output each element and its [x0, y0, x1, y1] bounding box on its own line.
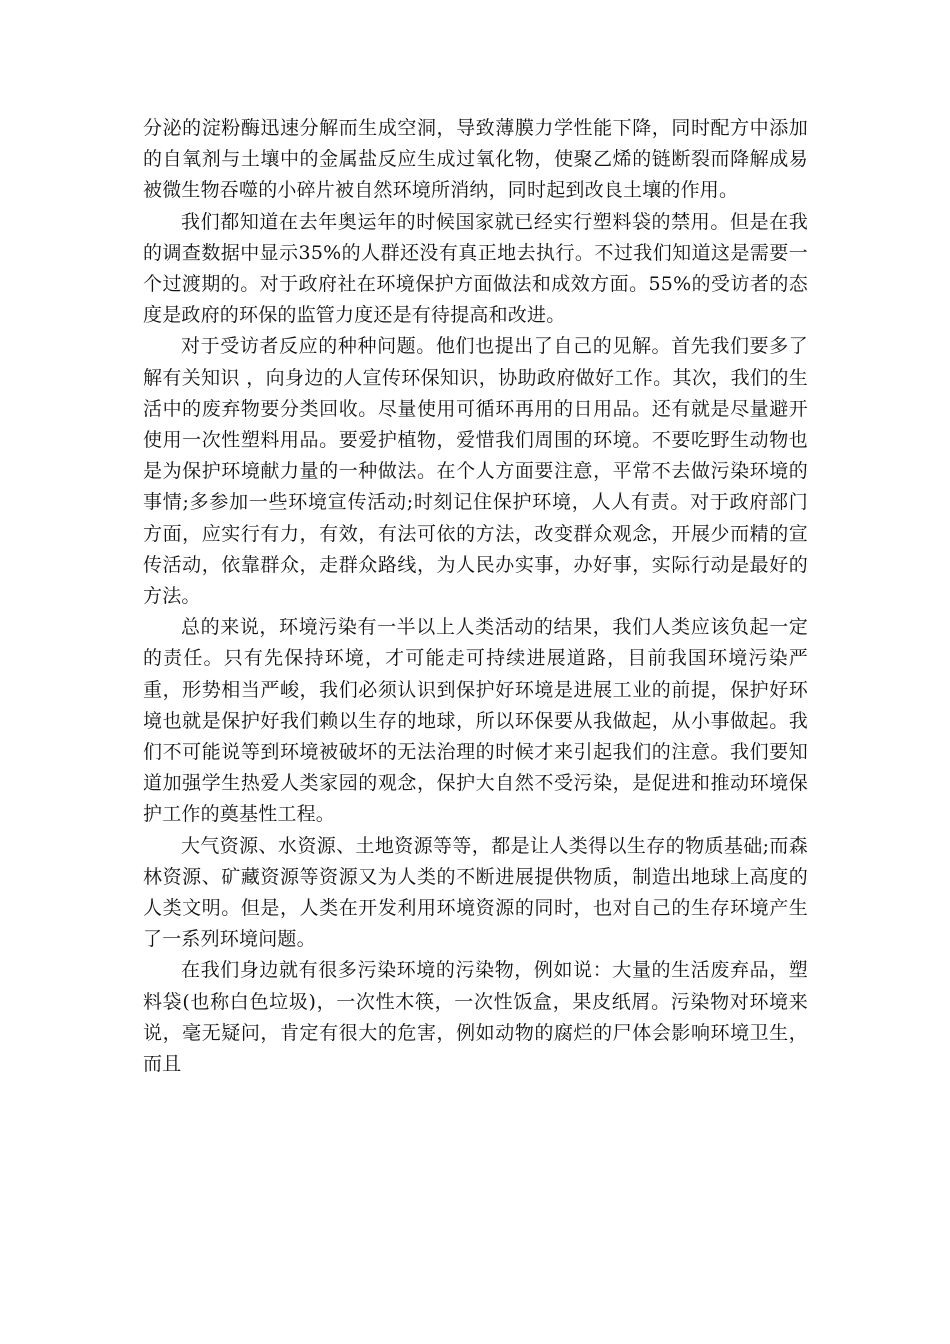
paragraph-6: 在我们身边就有很多污染环境的污染物，例如说：大量的生活废弃品，塑料袋(也称白色垃圾)，一次性木筷，一次性饭盒，果皮纸屑。污染物对环境来说，毫无疑问，肯定有很大的危害，例如动物的腐烂的尸体会影响环境卫生，而且	[143, 959, 808, 1076]
paragraph-4: 总的来说，环境污染有一半以上人类活动的结果，我们人类应该负起一定的责任。只有先保持环境，才可能走可持续进展道路，目前我国环境污染严重，形势相当严峻，我们必须认识到保护好环境是进展工业的前提，保护好环境也就是保护好我们赖以生存的地球，所以环保要从我做起，从小事做起。我们不可能说等到环境被破坏的无法治理的时候才来引起我们的注意。我们要知道加强学生热爱人类家园的观念，保护大自然不受污染，是促进和推动环境保护工作的奠基性工程。	[143, 616, 808, 826]
paragraph-2: 我们都知道在去年奥运年的时候国家就已经实行塑料袋的禁用。但是在我的调查数据中显示35%的人群还没有真正地去执行。不过我们知道这是需要一个过渡期的。对于政府社在环境保护方面做法和成效方面。55%的受访者的态度是政府的环保的监管力度还是有待提高和改进。	[143, 210, 808, 327]
document-body	[143, 113, 808, 1080]
paragraph-1: 分泌的淀粉酶迅速分解而生成空洞，导致薄膜力学性能下降，同时配方中添加的自氧剂与土壤中的金属盐反应生成过氧化物，使聚乙烯的链断裂而降解成易被微生物吞噬的小碎片被自然环境所消纳，同时起到改良土壤的作用。	[143, 117, 808, 202]
paragraph-3: 对于受访者反应的种种问题。他们也提出了自己的见解。首先我们要多了解有关知识 ，向身边的人宣传环保知识，协助政府做好工作。其次，我们的生活中的废弃物要分类回收。尽量使用可循环再用的日用品。还有就是尽量避开使用一次性塑料用品。要爱护植物，爱惜我们周围的环境。不要吃野生动物也是为保护环境献力量的一种做法。在个人方面要注意，平常不去做污染环境的事情;多参加一些环境宣传活动;时刻记住保护环境，人人有责。对于政府部门方面，应实行有力，有效，有法可依的方法，改变群众观念，开展少而精的宣传活动，依靠群众，走群众路线，为人民办实事，办好事，实际行动是最好的方法。	[143, 335, 808, 608]
paragraph-5: 大气资源、水资源、土地资源等等，都是让人类得以生存的物质基础;而森林资源、矿藏资源等资源又为人类的不断进展提供物质，制造出地球上高度的人类文明。但是，人类在开发利用环境资源的同时，也对自己的生存环境产生了一系列环境问题。	[143, 834, 808, 951]
